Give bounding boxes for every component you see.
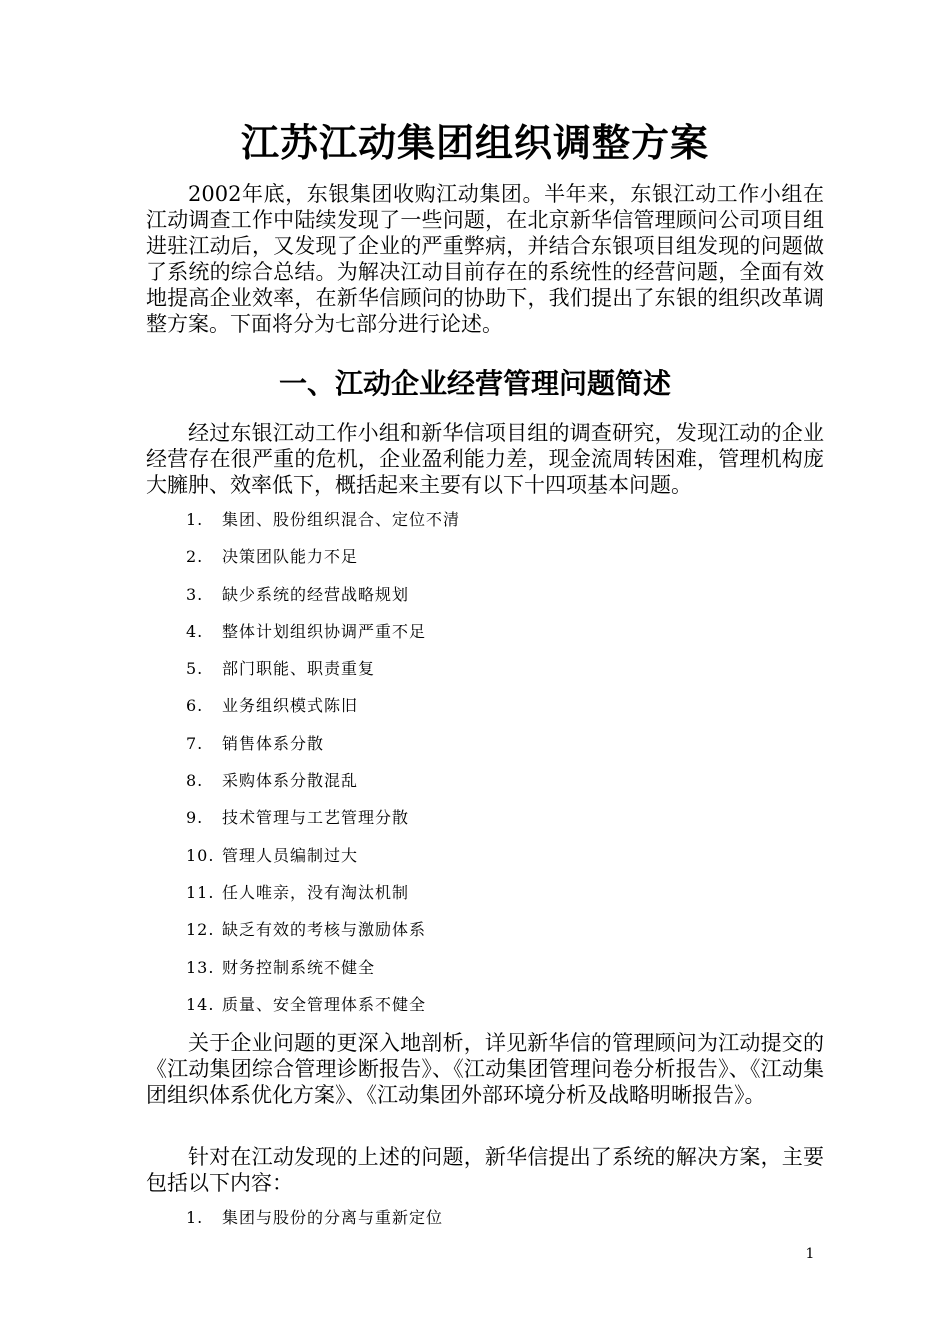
list-item	[186, 545, 460, 582]
list-item-number: 6.	[186, 696, 204, 716]
list-item-number: 11.	[186, 882, 215, 902]
list-item	[186, 583, 460, 620]
intro-paragraph: 2002年底，东银集团收购江动集团。半年来，东银江动工作小组在江动调查工作中陆续发现了一些问题，在北京新华信管理顾问公司项目组进驻江动后，又发现了企业的严重弊病，并结合东银项目组发现的问题做了系统的综合总结。为解决江动目前存在的系统性的经营问题，全面有效地提高企业效率，在新华信顾问的协助下，我们提出了东银的组织改革调整方案。下面将分为七部分进行论述。	[146, 182, 824, 336]
list-item-text: 集团与股份的分离与重新定位	[222, 1208, 444, 1227]
document-title: 江苏江动集团组织调整方案	[240, 120, 709, 165]
list-item	[186, 844, 460, 881]
list-item-text: 部门职能、职责重复	[222, 659, 376, 679]
list-item	[186, 918, 460, 955]
list-item-text: 任人唯亲，没有淘汰机制	[222, 882, 410, 902]
list-item-number: 7.	[186, 733, 204, 753]
list-item-text: 业务组织模式陈旧	[222, 696, 359, 716]
list-item	[186, 769, 460, 806]
section-heading: 一、江动企业经营管理问题简述	[278, 367, 671, 400]
list-item-number: 1.	[186, 1208, 204, 1227]
list-item-text: 缺乏有效的考核与激励体系	[222, 920, 427, 940]
list-item	[186, 993, 460, 1030]
list-item	[186, 508, 460, 545]
page-number: 1	[805, 1246, 815, 1262]
section-paragraph-2: 关于企业问题的更深入地剖析，详见新华信的管理顾问为江动提交的《江动集团综合管理诊断报告》、《江动集团管理问卷分析报告》、《江动集团组织体系优化方案》、《江动集团外部环境分析及战略明晰报告》。	[146, 1031, 824, 1107]
list-item	[186, 732, 460, 769]
list-item-text: 集团、股份组织混合、定位不清	[222, 510, 461, 529]
list-item-text: 整体计划组织协调严重不足	[222, 621, 427, 641]
list-item-text: 采购体系分散混乱	[222, 771, 359, 791]
list-item-number: 3.	[186, 584, 204, 604]
section-paragraph-1: 经过东银江动工作小组和新华信项目组的调查研究，发现江动的企业经营存在很严重的危机，企业盈利能力差，现金流周转困难，管理机构庞大臃肿、效率低下，概括起来主要有以下十四项基本问题。	[146, 421, 824, 497]
problem-list	[186, 508, 460, 1030]
list-item-text: 缺少系统的经营战略规划	[222, 584, 410, 604]
list-item-text: 财务控制系统不健全	[222, 957, 376, 977]
list-item	[186, 1206, 443, 1243]
list-item-text: 技术管理与工艺管理分散	[222, 808, 410, 828]
list-item-number: 5.	[186, 659, 204, 679]
list-item-number: 8.	[186, 771, 204, 791]
list-item	[186, 620, 460, 657]
list-item	[186, 881, 460, 918]
section-paragraph-3: 针对在江动发现的上述的问题，新华信提出了系统的解决方案，主要包括以下内容：	[146, 1145, 824, 1195]
list-item	[186, 806, 460, 843]
list-item-text: 管理人员编制过大	[222, 845, 359, 865]
list-item	[186, 956, 460, 993]
list-item-text: 销售体系分散	[222, 733, 325, 753]
list-item-text: 质量、安全管理体系不健全	[222, 994, 427, 1014]
list-item	[186, 657, 460, 694]
list-item-number: 13.	[186, 957, 215, 977]
list-item-number: 12.	[186, 920, 215, 940]
list-item-number: 2.	[186, 547, 204, 567]
list-item-number: 1.	[186, 510, 204, 529]
list-item	[186, 694, 460, 731]
list-item-number: 4.	[186, 621, 204, 641]
list-item-number: 10.	[186, 845, 215, 865]
solution-list	[186, 1206, 443, 1243]
list-item-text: 决策团队能力不足	[222, 547, 359, 567]
list-item-number: 14.	[186, 994, 215, 1014]
list-item-number: 9.	[186, 808, 204, 828]
